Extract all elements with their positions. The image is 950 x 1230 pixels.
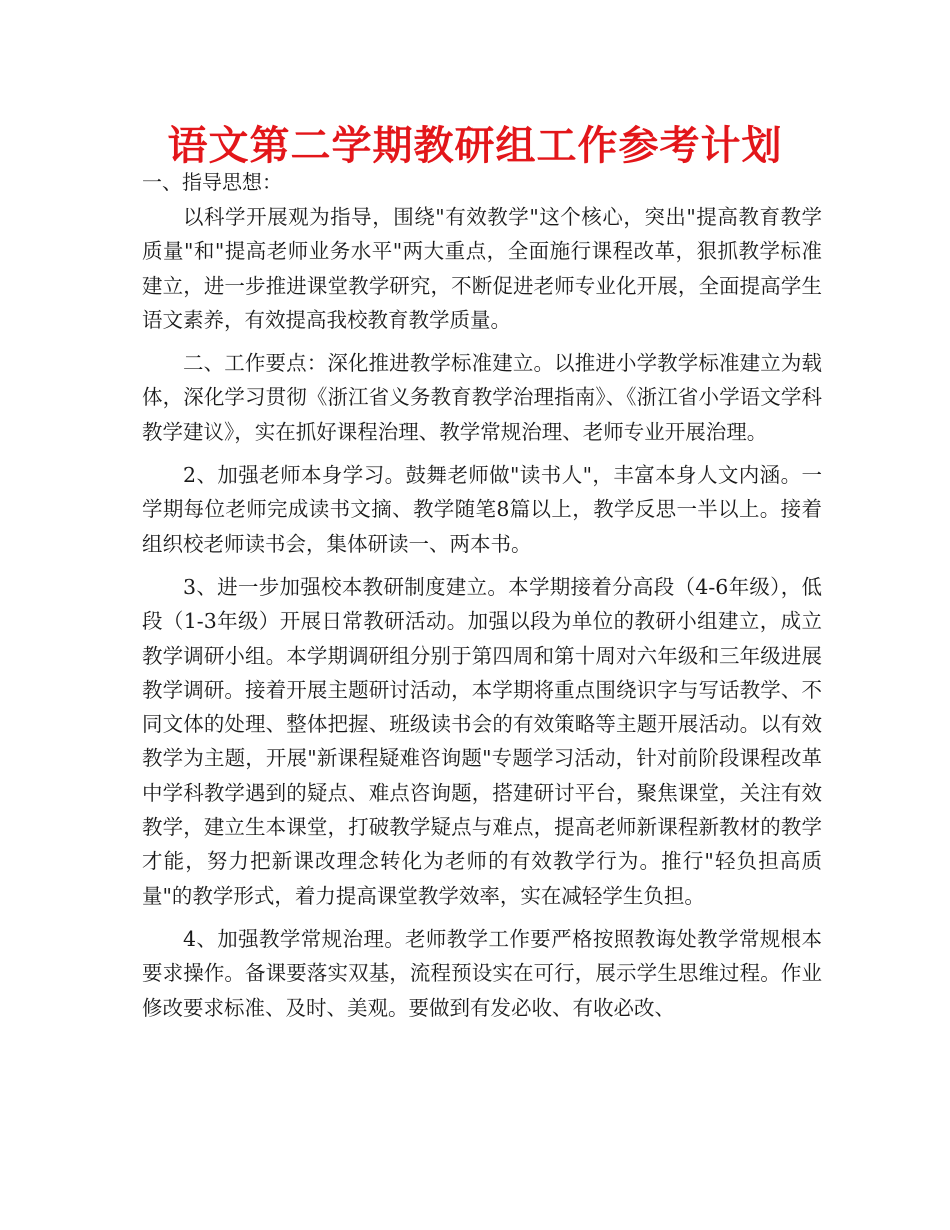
document-title: 语文第二学期教研组工作参考计划 [167,123,783,169]
paragraph-school-research: 3、进一步加强校本教研制度建立。本学期接着分高段（4-6年级），低段（1-3年级）开展日常教研活动。加强以段为单位的教研小组建立，成立教学调研小组。本学期调研组分别于第四周和第十周对六年级和三年级进展教学调研。接着开展主题研讨活动，本学期将重点围绕识字与写话教学、不同文体的处理、整体把握、班级读书会的有效策略等主题开展活动。以有效教学为主题，开展"新课程疑难咨询题"专题学习活动，针对前阶段课程改革中学科教学遇到的疑点、难点咨询题，搭建研讨平台，聚焦课堂，关注有效教学，建立生本课堂，打破教学疑点与难点，提高老师新课程新教材的教学才能，努力把新课改理念转化为老师的有效教学行为。推行"轻负担高质量"的教学形式，着力提高课堂教学效率，实在减轻学生负担。 [142,574,822,908]
paragraph-work-points: 二、工作要点：深化推进教学标准建立。以推进小学教学标准建立为载体，深化学习贯彻《浙江省义务教育教学治理指南》、《浙江省小学语文学科教学建议》，实在抓好课程治理、教学常规治理、老师专业开展治理。 [142,351,822,444]
paragraph-guiding-thought: 以科学开展观为指导，围绕"有效教学"这个核心，突出"提高教育教学质量"和"提高老师业务水平"两大重点，全面施行课程改革，狠抓教学标准建立，进一步推进课堂教学研究，不断促进老师专业化开展，全面提高学生语文素养，有效提高我校教育教学质量。 [142,205,822,332]
section-heading: 一、指导思想： [142,170,282,194]
document-body [142,200,822,1034]
paragraph-teaching-routine: 4、加强教学常规治理。老师教学工作要严格按照教诲处教学常规根本要求操作。备课要落实双基，流程预设实在可行，展示学生思维过程。作业修改要求标准、及时、美观。要做到有发必收、有收必改、 [142,926,822,1020]
paragraph-teacher-study: 2、加强老师本身学习。鼓舞老师做"读书人"，丰富本身人文内涵。一学期每位老师完成读书文摘、教学随笔8篇以上，教学反思一半以上。接着组织校老师读书会，集体研读一、两本书。 [142,463,822,556]
